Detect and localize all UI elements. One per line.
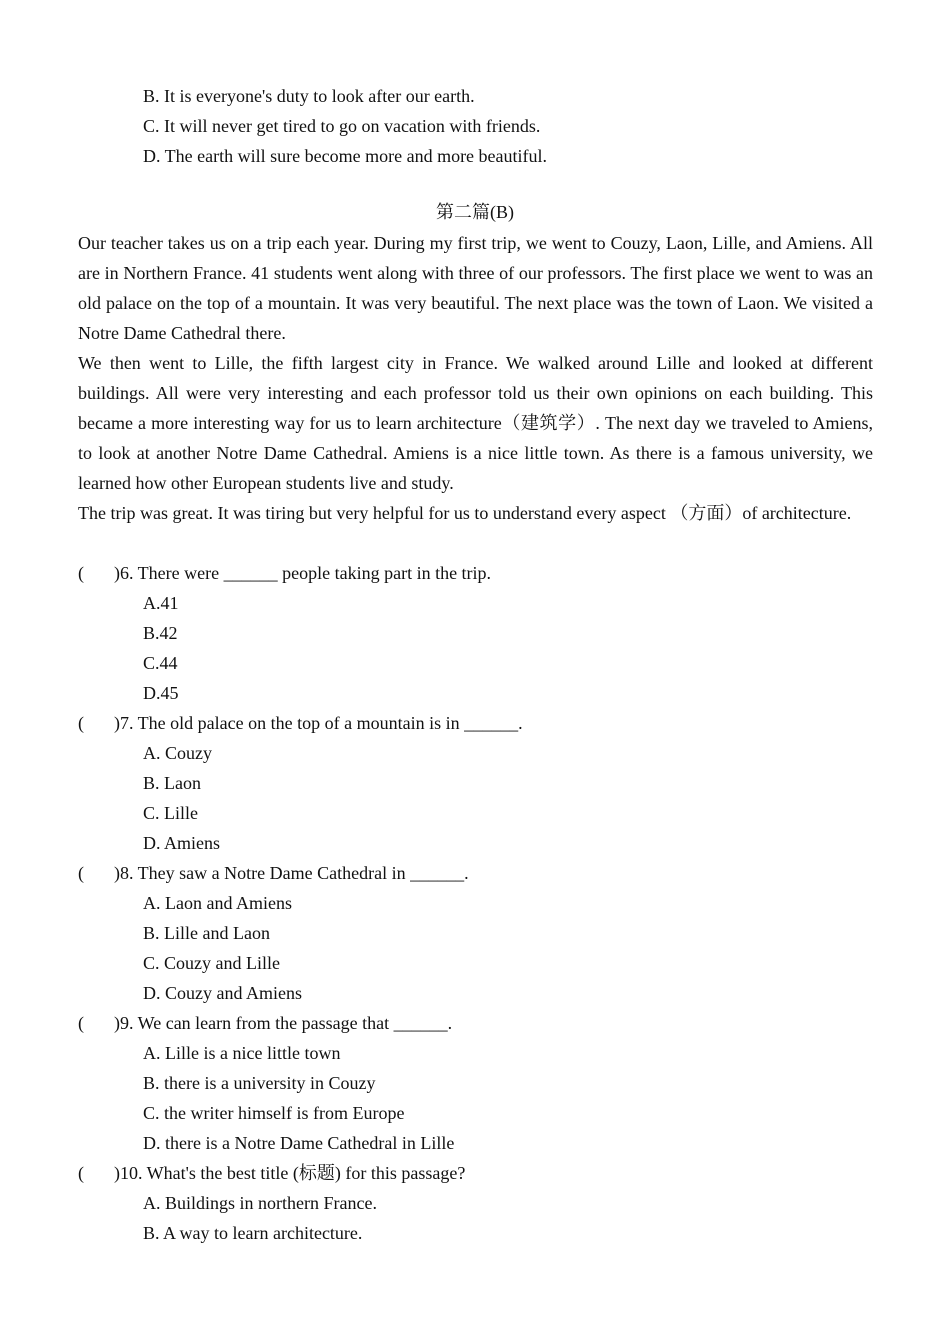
passage-paragraph-2: We then went to Lille, the fifth largest city in France. We walked around Lille and looked at different buildings. All were very interesting and each professor told us their own opinions on each building. This became a more interesting way for us to learn architecture（建筑学）. The next day we traveled to Amiens, to look at another Notre Dame Cathedral. Amiens is a nice little town. As there is a famous university, we learned how other European students live and study. (78, 353, 873, 493)
section-title: 第二篇(B) (436, 202, 514, 222)
answer-paren: ( (78, 1013, 84, 1033)
question-6 (78, 558, 491, 588)
question-8 (78, 858, 469, 888)
question-9 (78, 1008, 452, 1038)
question-stem: )7. The old palace on the top of a mountain is in ______. (114, 713, 523, 733)
q8-option-a: A. Laon and Amiens (143, 893, 292, 913)
answer-paren: ( (78, 563, 84, 583)
passage-paragraph-3: The trip was great. It was tiring but very helpful for us to understand every aspect （方面）of architecture. (78, 503, 852, 523)
passage-paragraph-1: Our teacher takes us on a trip each year. During my first trip, we went to Couzy, Laon, Lille, and Amiens. All are in Northern France. 41 students went along with three of our professors. The first place we went to was an old palace on the top of a mountain. It was very beautiful. The next place was the town of Laon. We visited a Notre Dame Cathedral there. (78, 233, 873, 343)
q6-option-d: D.45 (143, 683, 179, 703)
q7-option-a: A. Couzy (143, 743, 212, 763)
q10-option-a: A. Buildings in northern France. (143, 1193, 377, 1213)
answer-paren: ( (78, 863, 84, 883)
q9-option-d: D. there is a Notre Dame Cathedral in Lille (143, 1133, 455, 1153)
question-7 (78, 708, 523, 738)
q7-option-d: D. Amiens (143, 833, 221, 853)
q10-option-b: B. A way to learn architecture. (143, 1223, 363, 1243)
q7-option-b: B. Laon (143, 773, 201, 793)
prev-option-c: C. It will never get tired to go on vacation with friends. (143, 116, 541, 136)
question-stem: )8. They saw a Notre Dame Cathedral in ______. (114, 863, 469, 883)
question-stem: )6. There were ______ people taking part in the trip. (114, 563, 492, 583)
question-10 (78, 1158, 465, 1188)
answer-paren: ( (78, 1163, 84, 1183)
q9-option-b: B. there is a university in Couzy (143, 1073, 376, 1093)
q7-option-c: C. Lille (143, 803, 198, 823)
prev-option-b: B. It is everyone's duty to look after our earth. (143, 86, 475, 106)
q6-option-b: B.42 (143, 623, 178, 643)
question-stem: )9. We can learn from the passage that ______. (114, 1013, 453, 1033)
prev-option-d: D. The earth will sure become more and more beautiful. (143, 146, 548, 166)
q9-option-c: C. the writer himself is from Europe (143, 1103, 405, 1123)
q6-option-c: C.44 (143, 653, 178, 673)
q8-option-b: B. Lille and Laon (143, 923, 270, 943)
q6-option-a: A.41 (143, 593, 179, 613)
q8-option-d: D. Couzy and Amiens (143, 983, 302, 1003)
question-stem: )10. What's the best title (标题) for this passage? (114, 1163, 466, 1183)
q9-option-a: A. Lille is a nice little town (143, 1043, 341, 1063)
answer-paren: ( (78, 713, 84, 733)
q8-option-c: C. Couzy and Lille (143, 953, 280, 973)
